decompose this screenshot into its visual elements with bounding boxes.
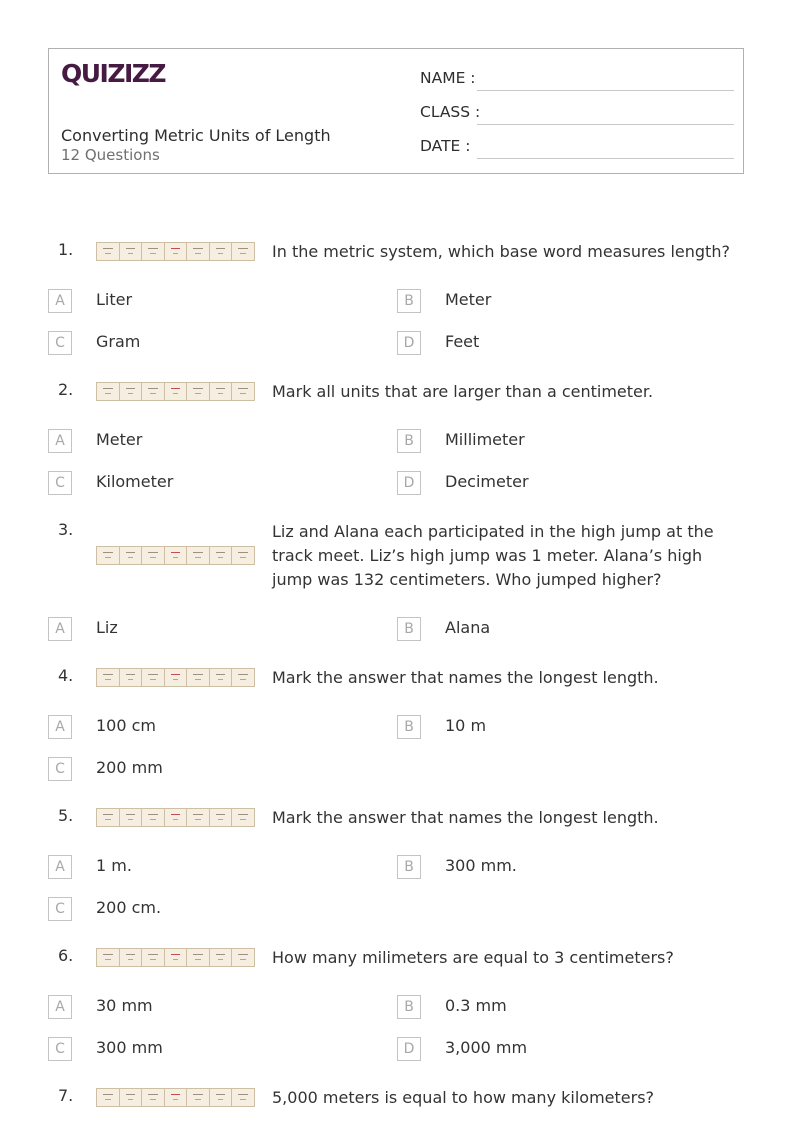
question-text: Mark the answer that names the longest length. (272, 808, 659, 827)
option-text: 1 m. (96, 856, 132, 875)
option-text: Decimeter (445, 472, 529, 491)
question-text: How many milimeters are equal to 3 centimeters? (272, 948, 674, 967)
metric-chart-image (96, 1088, 255, 1107)
worksheet-title: Converting Metric Units of Length (61, 126, 331, 145)
option-text: Meter (96, 430, 143, 449)
class-label: CLASS : (420, 103, 481, 121)
option-letter[interactable]: C (48, 1037, 72, 1061)
metric-chart-image (96, 948, 255, 967)
option-letter[interactable]: A (48, 617, 72, 641)
option-text: 0.3 mm (445, 996, 507, 1015)
option-letter[interactable]: C (48, 471, 72, 495)
option-text: 100 cm (96, 716, 157, 735)
option-letter[interactable]: A (48, 289, 72, 313)
date-label: DATE : (420, 137, 471, 155)
date-field[interactable] (420, 135, 734, 159)
option-text: 200 mm (96, 758, 163, 777)
question-number: 6. (58, 946, 74, 965)
name-label: NAME : (420, 69, 476, 87)
option-text: Kilometer (96, 472, 174, 491)
option-text: 300 mm (96, 1038, 163, 1057)
option-text: Gram (96, 332, 141, 351)
option-letter[interactable]: B (397, 715, 421, 739)
option-text: 10 m (445, 716, 487, 735)
question-number: 1. (58, 240, 74, 259)
name-field[interactable] (420, 67, 734, 91)
option-letter[interactable]: B (397, 429, 421, 453)
option-letter[interactable]: B (397, 617, 421, 641)
option-text: Millimeter (445, 430, 525, 449)
option-text: 200 cm. (96, 898, 162, 917)
date-line[interactable] (477, 158, 734, 159)
option-letter[interactable]: C (48, 331, 72, 355)
option-letter[interactable]: C (48, 757, 72, 781)
question-number: 2. (58, 380, 74, 399)
question-text: In the metric system, which base word measures length? (272, 242, 730, 261)
question-text: 5,000 meters is equal to how many kilometers? (272, 1088, 655, 1107)
option-letter[interactable]: A (48, 855, 72, 879)
name-line[interactable] (477, 90, 734, 91)
metric-chart-image (96, 382, 255, 401)
question-number: 3. (58, 520, 74, 539)
option-text: Alana (445, 618, 491, 637)
quizizz-logo: QUIZIZZ (61, 59, 166, 88)
metric-chart-image (96, 808, 255, 827)
worksheet-header (48, 48, 744, 174)
question-text: Mark the answer that names the longest length. (272, 668, 659, 687)
option-text: Liz (96, 618, 118, 637)
metric-chart-image (96, 546, 255, 565)
option-letter[interactable]: B (397, 995, 421, 1019)
question-number: 5. (58, 806, 74, 825)
class-line[interactable] (477, 124, 734, 125)
option-text: Meter (445, 290, 492, 309)
question-text: Mark all units that are larger than a centimeter. (272, 382, 654, 401)
option-letter[interactable]: B (397, 855, 421, 879)
option-text: 30 mm (96, 996, 153, 1015)
option-letter[interactable]: D (397, 1037, 421, 1061)
question-count: 12 Questions (61, 146, 160, 164)
option-letter[interactable]: B (397, 289, 421, 313)
option-letter[interactable]: A (48, 995, 72, 1019)
question-text: Liz and Alana each participated in the high jump at the track meet. Liz’s high jump was 1 meter. Alana’s high jump was 132 centimeters. Who jumped higher? (272, 522, 714, 589)
option-text: Liter (96, 290, 133, 309)
option-letter[interactable]: D (397, 471, 421, 495)
question-number: 7. (58, 1086, 74, 1105)
option-letter[interactable]: A (48, 715, 72, 739)
class-field[interactable] (420, 101, 734, 125)
option-letter[interactable]: D (397, 331, 421, 355)
option-text: 3,000 mm (445, 1038, 528, 1057)
question-number: 4. (58, 666, 74, 685)
metric-chart-image (96, 668, 255, 687)
option-letter[interactable]: A (48, 429, 72, 453)
metric-chart-image (96, 242, 255, 261)
option-letter[interactable]: C (48, 897, 72, 921)
option-text: Feet (445, 332, 480, 351)
option-text: 300 mm. (445, 856, 517, 875)
